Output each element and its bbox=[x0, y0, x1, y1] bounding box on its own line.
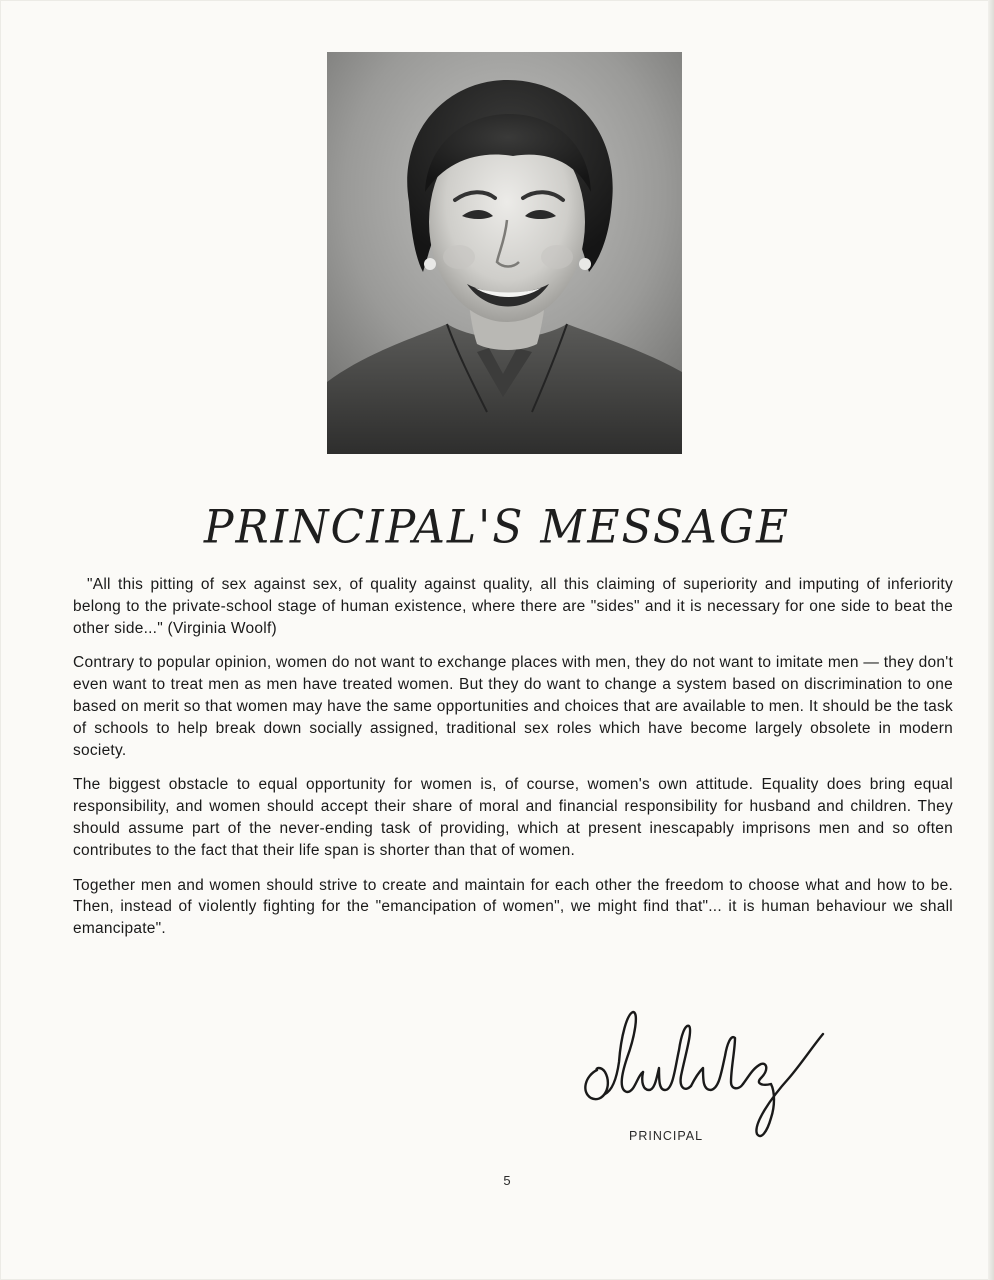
principal-portrait-photo bbox=[327, 52, 682, 454]
body-paragraph-3: Together men and women should strive to create and maintain for each other the freedom to choose what and how to be. Then, instead of violently fighting for the "emancipation of women", we might find that"... it is human behaviour we shall emancipate". bbox=[73, 876, 953, 938]
message-body bbox=[73, 574, 953, 953]
page-number: 5 bbox=[503, 1173, 511, 1188]
body-paragraph-1: Contrary to popular opinion, women do not want to exchange places with men, they do not want to imitate men — they don't even want to treat men as men have treated women. But they do want to change a system based on discrimination to one based on merit so that women may have the same opportunities and choices that are available to men. It should be the task of schools to help break down socially assigned, traditional sex roles which have become largely obsolete in modern society. bbox=[73, 654, 953, 759]
signature-label: PRINCIPAL bbox=[629, 1129, 704, 1143]
page-edge bbox=[988, 0, 994, 1280]
handwritten-signature bbox=[575, 1006, 830, 1148]
body-paragraph-2: The biggest obstacle to equal opportunity for women is, of course, women's own attitude. Equality does bring equal responsibility, and women should accept their share of moral and financial responsibility for husband and children. They should assume part of the never-ending task of providing, which at present inescapably imprisons men and so often contributes to the fact that their life span is shorter than that of women. bbox=[73, 776, 953, 859]
page-title: PRINCIPAL'S MESSAGE bbox=[203, 500, 791, 555]
quote-paragraph: "All this pitting of sex against sex, of quality against quality, all this claiming of superiority and imputing of inferiority belong to the private-school stage of human existence, where there are "sides" and it is necessary for one side to beat the other side..." (Virginia Woolf) bbox=[73, 576, 953, 637]
